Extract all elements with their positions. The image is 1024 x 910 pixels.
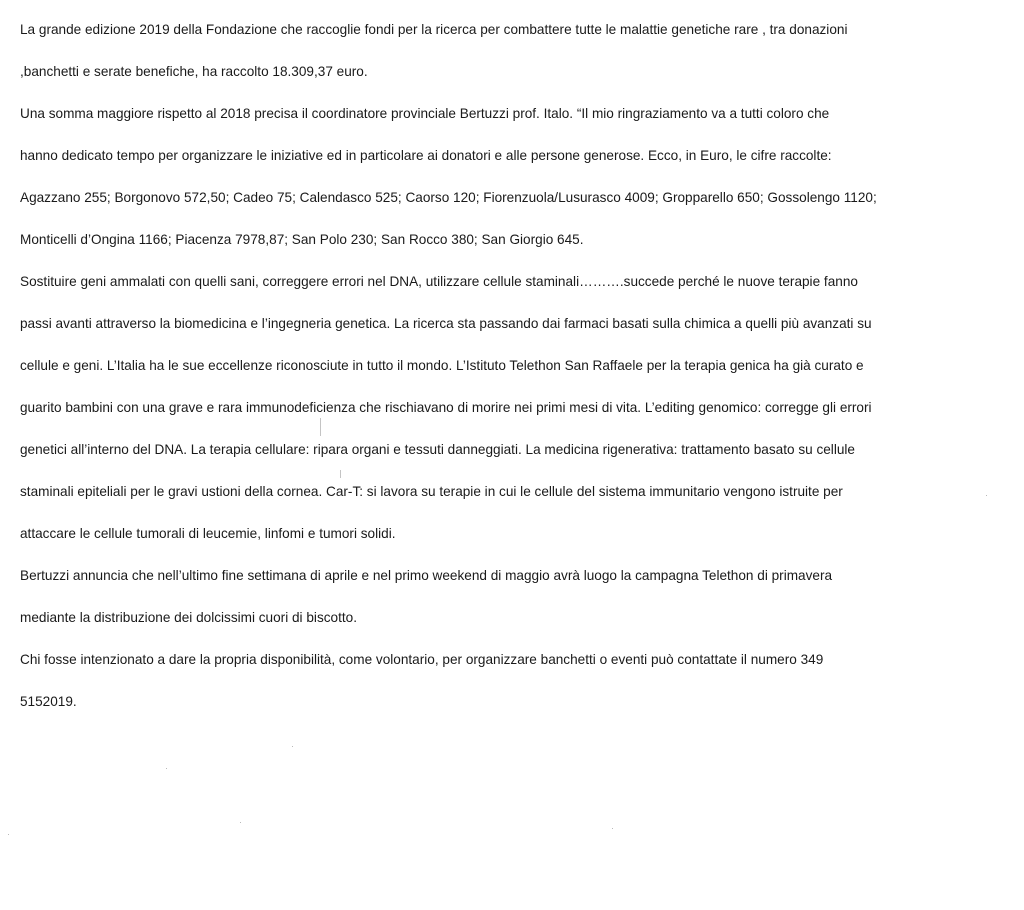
text-line-6: Monticelli d’Ongina 1166; Piacenza 7978,87; San Polo 230; San Rocco 380; San Giorgio 645.	[20, 232, 584, 247]
scan-artifact-speck	[166, 768, 167, 769]
scan-artifact-speck	[986, 495, 987, 496]
scan-artifact-speck	[8, 834, 9, 835]
text-line-1: La grande edizione 2019 della Fondazione che raccoglie fondi per la ricerca per combattere tutte le malattie genetiche rare , tra donazioni	[20, 22, 848, 37]
text-line-8: passi avanti attraverso la biomedicina e l’ingegneria genetica. La ricerca sta passando dai farmaci basati sulla chimica a quelli più avanzati su	[20, 316, 872, 331]
scan-artifact-mark	[320, 418, 321, 436]
text-line-2: ,banchetti e serate benefiche, ha raccolto 18.309,37 euro.	[20, 64, 368, 79]
text-line-7: Sostituire geni ammalati con quelli sani, correggere errori nel DNA, utilizzare cellule staminali……….succede perché le nuove terapie fanno	[20, 274, 858, 289]
scan-artifact-speck	[292, 746, 293, 747]
text-line-14: Bertuzzi annuncia che nell’ultimo fine settimana di aprile e nel primo weekend di maggio avrà luogo la campagna Telethon di primavera	[20, 568, 833, 583]
text-line-13: attaccare le cellule tumorali di leucemie, linfomi e tumori solidi.	[20, 526, 396, 541]
text-line-17: 5152019.	[20, 694, 77, 709]
text-line-3: Una somma maggiore rispetto al 2018 precisa il coordinatore provinciale Bertuzzi prof. Italo. “Il mio ringraziamento va a tutti coloro che	[20, 106, 830, 121]
text-line-10: guarito bambini con una grave e rara immunodeficienza che rischiavano di morire nei primi mesi di vita. L’editing genomico: corregge gli errori	[20, 400, 872, 415]
text-line-11: genetici all’interno del DNA. La terapia cellulare: ripara organi e tessuti danneggiati. La medicina rigenerativa: trattamento basato su cellule	[20, 442, 855, 457]
text-line-16: Chi fosse intenzionato a dare la propria disponibilità, come volontario, per organizzare banchetti o eventi può contattate il numero 349	[20, 652, 824, 667]
text-line-4: hanno dedicato tempo per organizzare le iniziative ed in particolare ai donatori e alle persone generose. Ecco, in Euro, le cifre raccolte:	[20, 148, 832, 163]
scan-artifact-speck	[612, 828, 613, 829]
text-line-12: staminali epiteliali per le gravi ustioni della cornea. Car-T: si lavora su terapie in cui le cellule del sistema immunitario vengono istruite per	[20, 484, 843, 499]
scan-artifact-mark	[340, 470, 341, 478]
text-line-15: mediante la distribuzione dei dolcissimi cuori di biscotto.	[20, 610, 357, 625]
text-line-5: Agazzano 255; Borgonovo 572,50; Cadeo 75; Calendasco 525; Caorso 120; Fiorenzuola/Lusurasco 4009; Gropparello 650; Gossolengo 1120;	[20, 190, 877, 205]
text-line-9: cellule e geni. L’Italia ha le sue eccellenze riconosciute in tutto il mondo. L’Istituto Telethon San Raffaele per la terapia genica ha già curato e	[20, 358, 864, 373]
scan-artifact-speck	[240, 822, 241, 823]
